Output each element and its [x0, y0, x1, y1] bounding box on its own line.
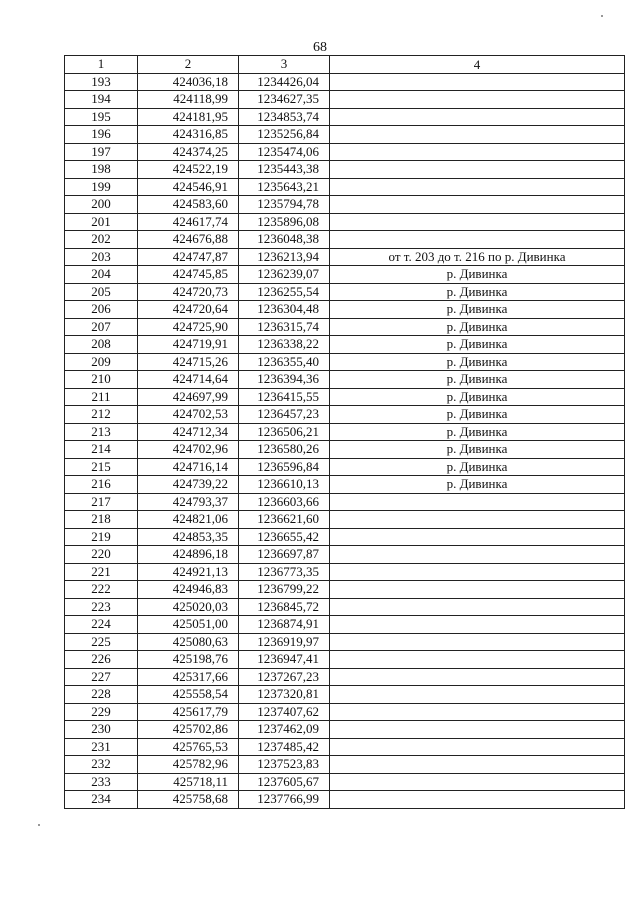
- description-cell: [330, 756, 625, 774]
- x-coordinate-cell: 424036,18: [138, 73, 239, 91]
- x-coordinate-cell: 424739,22: [138, 476, 239, 494]
- table-row: [65, 266, 625, 284]
- y-coordinate-cell: 1237462,09: [239, 721, 330, 739]
- y-coordinate-cell: 1236947,41: [239, 651, 330, 669]
- table-row: [65, 773, 625, 791]
- point-number-cell: 219: [65, 528, 138, 546]
- x-coordinate-cell: 424720,73: [138, 283, 239, 301]
- y-coordinate-cell: 1236304,48: [239, 301, 330, 319]
- column-header-1: 1: [65, 56, 138, 74]
- table-row: [65, 633, 625, 651]
- x-coordinate-cell: 424712,34: [138, 423, 239, 441]
- description-cell: [330, 791, 625, 809]
- table-row: [65, 91, 625, 109]
- y-coordinate-cell: 1236874,91: [239, 616, 330, 634]
- table-row: [65, 668, 625, 686]
- table-row: [65, 703, 625, 721]
- description-cell: [330, 73, 625, 91]
- table-row: [65, 178, 625, 196]
- description-cell: [330, 91, 625, 109]
- point-number-cell: 220: [65, 546, 138, 564]
- table-row: [65, 651, 625, 669]
- description-cell: [330, 528, 625, 546]
- y-coordinate-cell: 1236213,94: [239, 248, 330, 266]
- description-cell: [330, 703, 625, 721]
- x-coordinate-cell: 424702,53: [138, 406, 239, 424]
- x-coordinate-cell: 424793,37: [138, 493, 239, 511]
- table-row: [65, 73, 625, 91]
- x-coordinate-cell: 424853,35: [138, 528, 239, 546]
- y-coordinate-cell: 1234853,74: [239, 108, 330, 126]
- table-row: [65, 336, 625, 354]
- point-number-cell: 230: [65, 721, 138, 739]
- table-row: [65, 423, 625, 441]
- y-coordinate-cell: 1236773,35: [239, 563, 330, 581]
- table-row: [65, 143, 625, 161]
- table-row: [65, 441, 625, 459]
- table-row: [65, 756, 625, 774]
- point-number-cell: 208: [65, 336, 138, 354]
- point-number-cell: 221: [65, 563, 138, 581]
- description-cell: [330, 126, 625, 144]
- point-number-cell: 216: [65, 476, 138, 494]
- point-number-cell: 213: [65, 423, 138, 441]
- table-row: [65, 231, 625, 249]
- point-number-cell: 232: [65, 756, 138, 774]
- point-number-cell: 226: [65, 651, 138, 669]
- x-coordinate-cell: 424676,88: [138, 231, 239, 249]
- header-row: [65, 56, 625, 74]
- x-coordinate-cell: 425198,76: [138, 651, 239, 669]
- description-cell: р. Дивинка: [330, 476, 625, 494]
- y-coordinate-cell: 1235794,78: [239, 196, 330, 214]
- table-row: [65, 248, 625, 266]
- point-number-cell: 234: [65, 791, 138, 809]
- point-number-cell: 209: [65, 353, 138, 371]
- table-header: [65, 56, 625, 74]
- point-number-cell: 210: [65, 371, 138, 389]
- table-row: [65, 598, 625, 616]
- x-coordinate-cell: 424921,13: [138, 563, 239, 581]
- table-row: [65, 686, 625, 704]
- description-cell: от т. 203 до т. 216 по р. Дивинка: [330, 248, 625, 266]
- x-coordinate-cell: 424546,91: [138, 178, 239, 196]
- description-cell: [330, 721, 625, 739]
- description-cell: р. Дивинка: [330, 371, 625, 389]
- x-coordinate-cell: 425617,79: [138, 703, 239, 721]
- point-number-cell: 228: [65, 686, 138, 704]
- y-coordinate-cell: 1236697,87: [239, 546, 330, 564]
- x-coordinate-cell: 425702,86: [138, 721, 239, 739]
- point-number-cell: 203: [65, 248, 138, 266]
- description-cell: р. Дивинка: [330, 301, 625, 319]
- x-coordinate-cell: 425317,66: [138, 668, 239, 686]
- table-row: [65, 563, 625, 581]
- x-coordinate-cell: 424716,14: [138, 458, 239, 476]
- x-coordinate-cell: 424745,85: [138, 266, 239, 284]
- point-number-cell: 224: [65, 616, 138, 634]
- description-cell: [330, 231, 625, 249]
- x-coordinate-cell: 425020,03: [138, 598, 239, 616]
- point-number-cell: 222: [65, 581, 138, 599]
- x-coordinate-cell: 424720,64: [138, 301, 239, 319]
- y-coordinate-cell: 1234627,35: [239, 91, 330, 109]
- table-row: [65, 616, 625, 634]
- x-coordinate-cell: 424715,26: [138, 353, 239, 371]
- table-row: [65, 161, 625, 179]
- point-number-cell: 229: [65, 703, 138, 721]
- table-row: [65, 126, 625, 144]
- x-coordinate-cell: 424316,85: [138, 126, 239, 144]
- description-cell: [330, 563, 625, 581]
- y-coordinate-cell: 1236596,84: [239, 458, 330, 476]
- x-coordinate-cell: 424821,06: [138, 511, 239, 529]
- table-row: [65, 476, 625, 494]
- y-coordinate-cell: 1236603,66: [239, 493, 330, 511]
- table-row: [65, 546, 625, 564]
- y-coordinate-cell: 1236919,97: [239, 633, 330, 651]
- description-cell: [330, 196, 625, 214]
- table-row: [65, 791, 625, 809]
- point-number-cell: 231: [65, 738, 138, 756]
- x-coordinate-cell: 424181,95: [138, 108, 239, 126]
- description-cell: [330, 143, 625, 161]
- point-number-cell: 223: [65, 598, 138, 616]
- x-coordinate-cell: 424896,18: [138, 546, 239, 564]
- point-number-cell: 199: [65, 178, 138, 196]
- description-cell: [330, 633, 625, 651]
- point-number-cell: 207: [65, 318, 138, 336]
- description-cell: [330, 178, 625, 196]
- x-coordinate-cell: 424374,25: [138, 143, 239, 161]
- point-number-cell: 225: [65, 633, 138, 651]
- point-number-cell: 201: [65, 213, 138, 231]
- description-cell: [330, 738, 625, 756]
- table-row: [65, 213, 625, 231]
- y-coordinate-cell: 1235474,06: [239, 143, 330, 161]
- table-row: [65, 721, 625, 739]
- table-row: [65, 738, 625, 756]
- y-coordinate-cell: 1237407,62: [239, 703, 330, 721]
- description-cell: р. Дивинка: [330, 318, 625, 336]
- y-coordinate-cell: 1237320,81: [239, 686, 330, 704]
- x-coordinate-cell: 424522,19: [138, 161, 239, 179]
- table-row: [65, 406, 625, 424]
- description-cell: [330, 773, 625, 791]
- x-coordinate-cell: 424583,60: [138, 196, 239, 214]
- y-coordinate-cell: 1236394,36: [239, 371, 330, 389]
- table-row: [65, 318, 625, 336]
- description-cell: [330, 161, 625, 179]
- table-row: [65, 283, 625, 301]
- point-number-cell: 218: [65, 511, 138, 529]
- point-number-cell: 233: [65, 773, 138, 791]
- description-cell: р. Дивинка: [330, 406, 625, 424]
- table-row: [65, 301, 625, 319]
- y-coordinate-cell: 1236239,07: [239, 266, 330, 284]
- y-coordinate-cell: 1235443,38: [239, 161, 330, 179]
- column-header-4: 4: [330, 56, 625, 74]
- table-row: [65, 353, 625, 371]
- y-coordinate-cell: 1235896,08: [239, 213, 330, 231]
- x-coordinate-cell: 424714,64: [138, 371, 239, 389]
- table-row: [65, 196, 625, 214]
- description-cell: [330, 686, 625, 704]
- x-coordinate-cell: 425718,11: [138, 773, 239, 791]
- point-number-cell: 214: [65, 441, 138, 459]
- description-cell: [330, 616, 625, 634]
- point-number-cell: 198: [65, 161, 138, 179]
- point-number-cell: 194: [65, 91, 138, 109]
- y-coordinate-cell: 1236315,74: [239, 318, 330, 336]
- y-coordinate-cell: 1237766,99: [239, 791, 330, 809]
- x-coordinate-cell: 425051,00: [138, 616, 239, 634]
- y-coordinate-cell: 1236415,55: [239, 388, 330, 406]
- y-coordinate-cell: 1237267,23: [239, 668, 330, 686]
- x-coordinate-cell: 424118,99: [138, 91, 239, 109]
- column-header-2: 2: [138, 56, 239, 74]
- table-body: [65, 73, 625, 808]
- y-coordinate-cell: 1236506,21: [239, 423, 330, 441]
- y-coordinate-cell: 1236799,22: [239, 581, 330, 599]
- table-row: [65, 511, 625, 529]
- y-coordinate-cell: 1236338,22: [239, 336, 330, 354]
- description-cell: [330, 108, 625, 126]
- table-row: [65, 388, 625, 406]
- y-coordinate-cell: 1237485,42: [239, 738, 330, 756]
- y-coordinate-cell: 1236845,72: [239, 598, 330, 616]
- point-number-cell: 227: [65, 668, 138, 686]
- point-number-cell: 195: [65, 108, 138, 126]
- description-cell: р. Дивинка: [330, 423, 625, 441]
- y-coordinate-cell: 1234426,04: [239, 73, 330, 91]
- point-number-cell: 206: [65, 301, 138, 319]
- y-coordinate-cell: 1237523,83: [239, 756, 330, 774]
- column-header-3: 3: [239, 56, 330, 74]
- description-cell: [330, 598, 625, 616]
- description-cell: [330, 213, 625, 231]
- y-coordinate-cell: 1236655,42: [239, 528, 330, 546]
- page-number: 68: [313, 40, 327, 55]
- x-coordinate-cell: 425765,53: [138, 738, 239, 756]
- scan-speck: [38, 824, 40, 826]
- point-number-cell: 197: [65, 143, 138, 161]
- x-coordinate-cell: 425782,96: [138, 756, 239, 774]
- table-row: [65, 371, 625, 389]
- y-coordinate-cell: 1236255,54: [239, 283, 330, 301]
- scan-speck: [601, 15, 603, 17]
- x-coordinate-cell: 424946,83: [138, 581, 239, 599]
- x-coordinate-cell: 425758,68: [138, 791, 239, 809]
- x-coordinate-cell: 424747,87: [138, 248, 239, 266]
- table-row: [65, 458, 625, 476]
- description-cell: [330, 511, 625, 529]
- x-coordinate-cell: 424719,91: [138, 336, 239, 354]
- description-cell: [330, 546, 625, 564]
- description-cell: [330, 493, 625, 511]
- x-coordinate-cell: 425080,63: [138, 633, 239, 651]
- description-cell: [330, 668, 625, 686]
- y-coordinate-cell: 1236580,26: [239, 441, 330, 459]
- description-cell: р. Дивинка: [330, 283, 625, 301]
- x-coordinate-cell: 424697,99: [138, 388, 239, 406]
- description-cell: р. Дивинка: [330, 353, 625, 371]
- description-cell: р. Дивинка: [330, 336, 625, 354]
- table-row: [65, 528, 625, 546]
- table-row: [65, 108, 625, 126]
- point-number-cell: 202: [65, 231, 138, 249]
- description-cell: р. Дивинка: [330, 458, 625, 476]
- y-coordinate-cell: 1237605,67: [239, 773, 330, 791]
- point-number-cell: 217: [65, 493, 138, 511]
- point-number-cell: 196: [65, 126, 138, 144]
- y-coordinate-cell: 1235256,84: [239, 126, 330, 144]
- table-row: [65, 581, 625, 599]
- y-coordinate-cell: 1236610,13: [239, 476, 330, 494]
- point-number-cell: 211: [65, 388, 138, 406]
- y-coordinate-cell: 1236048,38: [239, 231, 330, 249]
- description-cell: [330, 581, 625, 599]
- y-coordinate-cell: 1236621,60: [239, 511, 330, 529]
- description-cell: р. Дивинка: [330, 388, 625, 406]
- point-number-cell: 205: [65, 283, 138, 301]
- description-cell: р. Дивинка: [330, 266, 625, 284]
- description-cell: [330, 651, 625, 669]
- x-coordinate-cell: 425558,54: [138, 686, 239, 704]
- point-number-cell: 204: [65, 266, 138, 284]
- x-coordinate-cell: 424617,74: [138, 213, 239, 231]
- point-number-cell: 212: [65, 406, 138, 424]
- description-cell: р. Дивинка: [330, 441, 625, 459]
- x-coordinate-cell: 424725,90: [138, 318, 239, 336]
- x-coordinate-cell: 424702,96: [138, 441, 239, 459]
- point-number-cell: 200: [65, 196, 138, 214]
- coordinates-table: [64, 55, 625, 809]
- y-coordinate-cell: 1236457,23: [239, 406, 330, 424]
- table-row: [65, 493, 625, 511]
- y-coordinate-cell: 1235643,21: [239, 178, 330, 196]
- y-coordinate-cell: 1236355,40: [239, 353, 330, 371]
- point-number-cell: 215: [65, 458, 138, 476]
- point-number-cell: 193: [65, 73, 138, 91]
